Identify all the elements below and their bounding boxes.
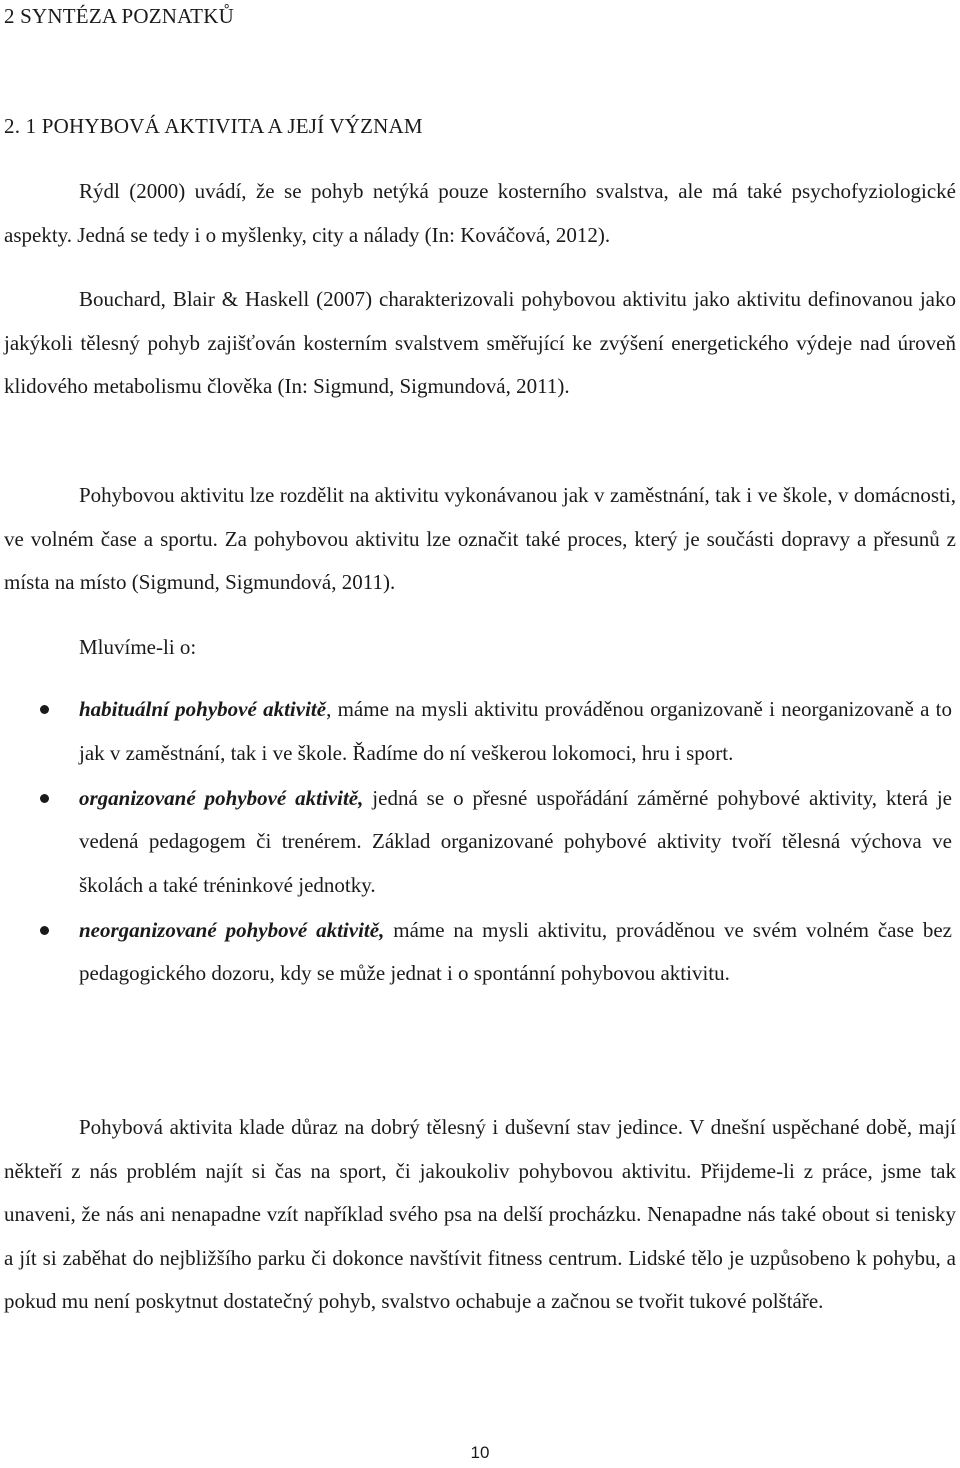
list-item	[0, 909, 952, 996]
bullet-icon	[40, 705, 49, 714]
list-item	[0, 777, 952, 908]
bullet-icon	[40, 926, 49, 935]
list-item-term: neorganizované pohybové aktivitě,	[79, 917, 385, 942]
chapter-heading: 2 SYNTÉZA POZNATKŮ	[4, 4, 234, 28]
page-number: 10	[470, 1443, 490, 1462]
list-item	[0, 688, 952, 775]
list-item-text: máme na mysli aktivitu, prováděnou ve svém volném čase bez pedagogického dozoru, kdy se může jednat i o spontánní pohybovou aktivitu.	[79, 917, 953, 985]
section-heading: 2. 1 POHYBOVÁ AKTIVITA A JEJÍ VÝZNAM	[4, 114, 423, 138]
paragraph-definition: Bouchard, Blair & Haskell (2007) charakterizovali pohybovou aktivitu jako aktivitu definovanou jako jakýkoli tělesný pohyb zajišťován kosterním svalstvem směřující ke zvýšení energetického výdeje nad úroveň klidového metabolismu člověka (In: Sigmund, Sigmundová, 2011).	[4, 287, 956, 398]
paragraph-intro: Rýdl (2000) uvádí, že se pohyb netýká pouze kosterního svalstva, ale má také psychofyziologické aspekty. Jedná se tedy i o myšlenky, city a nálady (In: Kováčová, 2012).	[4, 179, 956, 247]
paragraph-division: Pohybovou aktivitu lze rozdělit na aktivitu vykonávanou jak v zaměstnání, tak i ve škole, v domácnosti, ve volném čase a sportu. Za pohybovou aktivitu lze označit také proces, který je součásti dopravy a přesunů z místa na místo (Sigmund, Sigmundová, 2011).	[4, 483, 956, 594]
bullet-icon	[40, 794, 49, 803]
paragraph-closing: Pohybová aktivita klade důraz na dobrý tělesný i duševní stav jedince. V dnešní uspěchané době, mají někteří z nás problém najít si čas na sport, či jakoukoliv pohybovou aktivitu. Přijdeme-li z práce, jsme tak unaveni, že nás ani nenapadne vzít například svého psa na delší procházku. Nenapadne nás také obout si tenisky a jít si zaběhat do nejbližšího parku či dokonce navštívit fitness centrum. Lidské tělo je uzpůsobeno k pohybu, a pokud mu není poskytnut dostatečný pohyb, svalstvo ochabuje a začnou se tvořit tukové polštáře.	[4, 1115, 956, 1313]
list-item-term: organizované pohybové aktivitě,	[79, 785, 364, 810]
list-item-text: , máme na mysli aktivitu prováděnou organizovaně i neorganizovaně a to jak v zaměstnání, tak i ve škole. Řadíme do ní veškerou lokomoci, hru i sport.	[79, 697, 952, 765]
activity-types-list	[0, 688, 960, 996]
list-item-term: habituální pohybové aktivitě	[79, 697, 327, 721]
paragraph-list-intro: Mluvíme-li o:	[79, 635, 197, 659]
list-item-text: jedná se o přesné uspořádání záměrné pohybové aktivity, která je vedená pedagogem či trenérem. Základ organizované pohybové aktivity tvoří tělesná výchova ve školách a také tréninkové jednotky.	[79, 785, 952, 897]
